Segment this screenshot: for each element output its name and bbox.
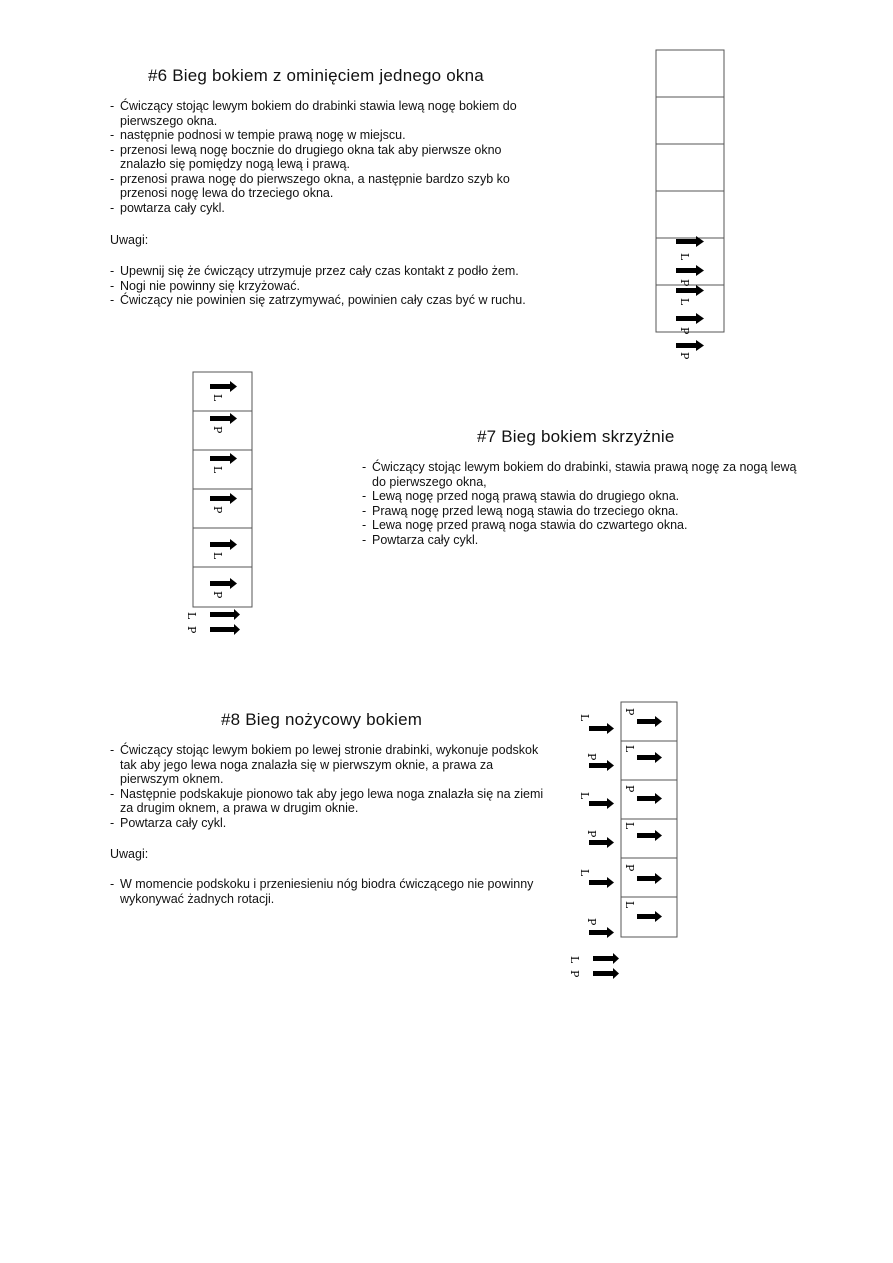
foot-label: L <box>578 714 591 722</box>
arrow-icon <box>637 716 662 727</box>
ex8-notes-heading: Uwagi: <box>110 847 149 861</box>
foot-label: L <box>578 869 591 877</box>
arrow-icon <box>589 927 614 938</box>
arrow-icon <box>593 953 619 964</box>
ex7-steps <box>362 460 812 547</box>
list-item: - W momencie podskoku i przeniesieniu nóg biodra ćwiczącego nie powinny wykonywać żadnych rotacji. <box>110 877 540 906</box>
ex7-ladder-diagram <box>180 368 260 648</box>
foot-label: P <box>568 970 581 978</box>
list-item: - Lewa nogę przed prawą noga stawia do czwartego okna. <box>362 518 812 533</box>
list-item: - przenosi lewą nogę bocznie do drugiego okna tak aby pierwsze okno znalazło się pomiędzy nogą lewą i prawą. <box>110 143 550 172</box>
list-item: - Powtarza cały cykl. <box>362 533 812 548</box>
foot-label: P <box>678 352 691 360</box>
foot-label: P <box>585 753 598 761</box>
arrow-icon <box>637 873 662 884</box>
foot-label: L <box>211 394 224 402</box>
list-item: - Ćwiczący stojąc lewym bokiem do drabinki, stawia prawą nogę za nogą lewą do pierwszego okna, <box>362 460 812 489</box>
ex6-ladder-diagram <box>650 45 730 375</box>
arrow-icon <box>676 265 704 276</box>
foot-label: P <box>623 785 636 793</box>
foot-label: P <box>678 279 691 287</box>
list-item: - Ćwiczący stojąc lewym bokiem po lewej stronie drabinki, wykonuje podskok tak aby jego lewa noga znalazła się w pierwszym oknie, a prawa za pierwszym oknem. <box>110 743 550 787</box>
foot-label: L <box>185 612 198 620</box>
foot-label: P <box>585 918 598 926</box>
list-item: - Prawą nogę przed lewą nogą stawia do trzeciego okna. <box>362 504 812 519</box>
foot-label: L <box>678 298 691 306</box>
arrow-icon <box>676 313 704 324</box>
arrow-icon <box>637 793 662 804</box>
arrow-icon <box>589 723 614 734</box>
arrow-icon <box>210 539 237 550</box>
list-item: - Lewą nogę przed nogą prawą stawia do drugiego okna. <box>362 489 812 504</box>
foot-label: L <box>678 253 691 261</box>
list-item: - Ćwiczący nie powinien się zatrzymywać, powinien cały czas być w ruchu. <box>110 293 540 308</box>
ex6-notes <box>110 264 540 308</box>
arrow-icon <box>589 798 614 809</box>
list-item: - Następnie podskakuje pionowo tak aby jego lewa noga znalazła się na ziemi za drugim oknem, a prawa w drugim oknie. <box>110 787 550 816</box>
ex6-title: #6 Bieg bokiem z ominięciem jednego okna <box>148 66 484 85</box>
arrow-icon <box>210 609 240 620</box>
arrow-icon <box>589 837 614 848</box>
arrow-icon <box>210 624 240 635</box>
list-item: - przenosi prawa nogę do pierwszego okna, a następnie bardzo szyb ko przenosi nogę lewa do trzeciego okna. <box>110 172 550 201</box>
arrow-icon <box>210 453 237 464</box>
arrow-icon <box>589 877 614 888</box>
foot-label: P <box>211 591 224 599</box>
foot-label: L <box>623 822 636 830</box>
ex8-steps <box>110 743 550 830</box>
arrow-icon <box>210 578 237 589</box>
list-item: - powtarza cały cykl. <box>110 201 550 216</box>
arrow-icon <box>589 760 614 771</box>
foot-label: P <box>623 864 636 872</box>
foot-label: L <box>211 466 224 474</box>
arrow-icon <box>637 752 662 763</box>
foot-label: L <box>623 745 636 753</box>
ex6-steps <box>110 99 550 215</box>
foot-label: P <box>211 426 224 434</box>
foot-label: P <box>211 506 224 514</box>
foot-label: P <box>678 327 691 335</box>
foot-label: L <box>623 901 636 909</box>
foot-label: P <box>585 830 598 838</box>
ex7-title: #7 Bieg bokiem skrzyżnie <box>477 427 675 446</box>
arrow-icon <box>210 381 237 392</box>
foot-label: L <box>568 956 581 964</box>
ex8-ladder-diagram <box>565 698 685 988</box>
foot-label: P <box>185 626 198 634</box>
arrow-icon <box>210 493 237 504</box>
list-item: - Ćwiczący stojąc lewym bokiem do drabinki stawia lewą nogę bokiem do pierwszego okna. <box>110 99 550 128</box>
arrow-icon <box>676 285 704 296</box>
list-item: - Nogi nie powinny się krzyżować. <box>110 279 540 294</box>
arrow-icon <box>593 968 619 979</box>
list-item: - następnie podnosi w tempie prawą nogę w miejscu. <box>110 128 550 143</box>
arrow-icon <box>676 340 704 351</box>
list-item: - Powtarza cały cykl. <box>110 816 550 831</box>
foot-label: P <box>623 708 636 716</box>
ex8-title: #8 Bieg nożycowy bokiem <box>221 710 423 729</box>
list-item: - Upewnij się że ćwiczący utrzymuje przez cały czas kontakt z podło żem. <box>110 264 540 279</box>
arrow-icon <box>637 911 662 922</box>
arrow-icon <box>210 413 237 424</box>
foot-label: L <box>211 552 224 560</box>
ex6-notes-heading: Uwagi: <box>110 233 149 247</box>
foot-label: L <box>578 792 591 800</box>
ex8-notes <box>110 877 540 906</box>
arrow-icon <box>637 830 662 841</box>
